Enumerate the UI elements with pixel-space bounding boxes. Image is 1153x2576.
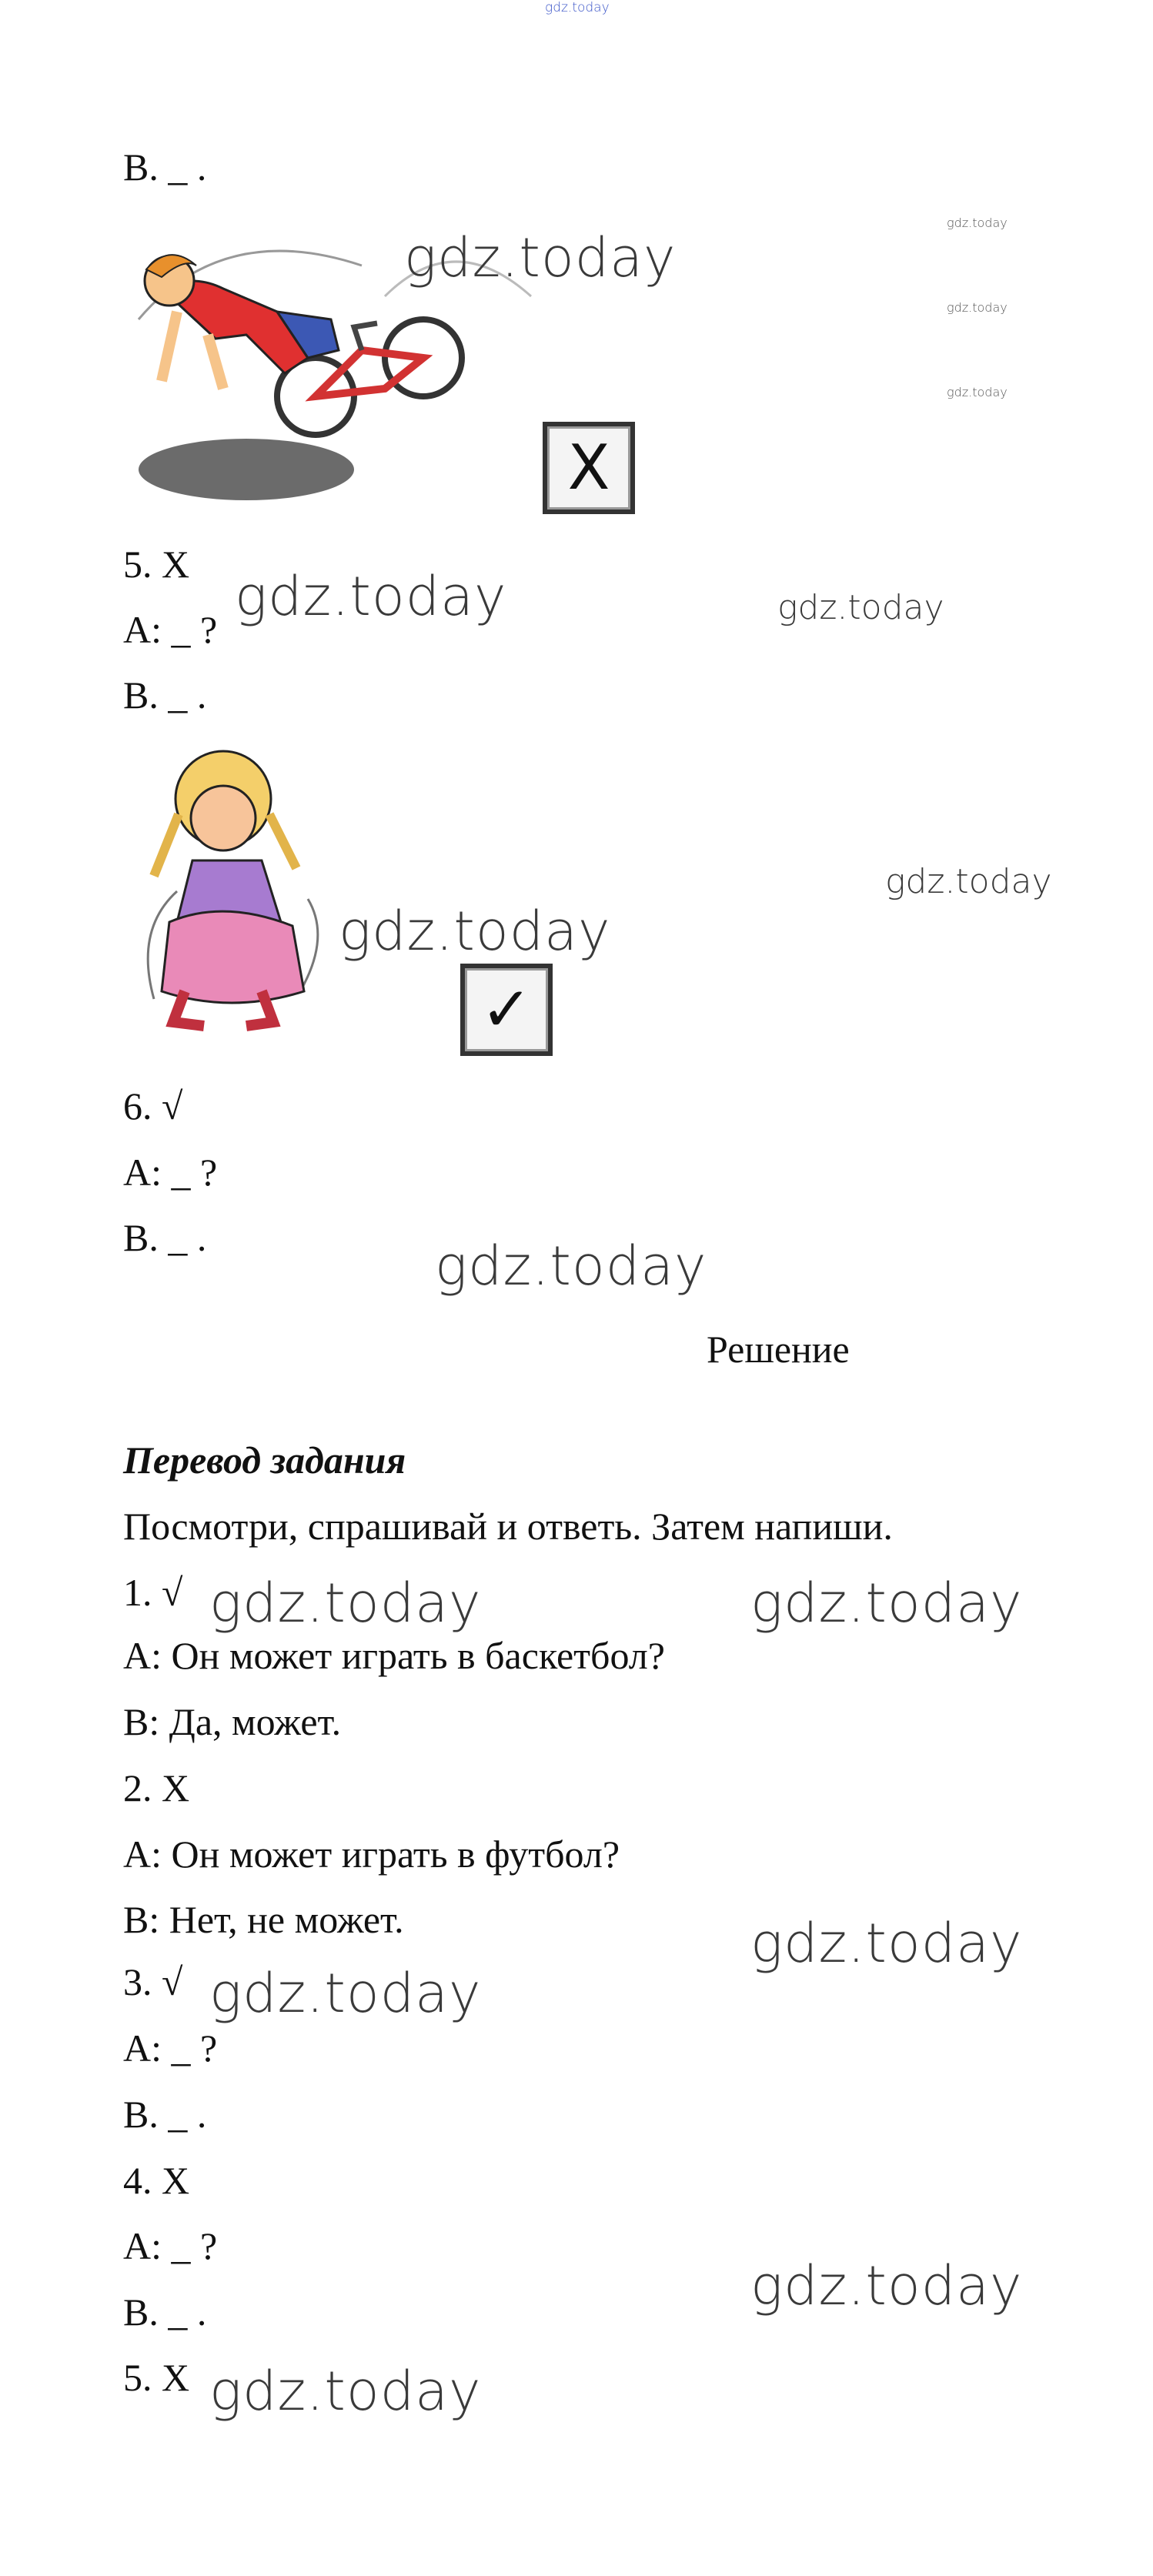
translation-item-1-num: 1. √ xyxy=(123,1571,183,1614)
watermark: gdz.today xyxy=(750,2254,1023,2317)
watermark: gdz.today xyxy=(209,1962,482,2025)
watermark: gdz.today xyxy=(339,900,611,963)
translation-item-4-num: 4. X xyxy=(123,2159,190,2202)
watermark: gdz.today xyxy=(435,1235,707,1298)
watermark: gdz.today xyxy=(947,385,1008,399)
line-n6: 6. √ xyxy=(123,1084,183,1128)
line-n5: 5. X xyxy=(123,543,190,586)
translation-item-2-num: 2. X xyxy=(123,1766,190,1809)
watermark: gdz.today xyxy=(209,1572,482,1635)
translation-item-3-b: B. _ . xyxy=(123,2093,207,2136)
watermark: gdz.today xyxy=(947,216,1008,230)
watermark: gdz.today xyxy=(750,1912,1023,1975)
watermark-top: gdz.today xyxy=(545,0,610,15)
translation-item-1-a: A: Он может играть в баскетбол? xyxy=(123,1634,665,1677)
translation-item-2-b: B: Нет, не может. xyxy=(123,1898,404,1941)
translation-instruction: Посмотри, спрашивай и ответь. Затем напиши. xyxy=(123,1505,893,1548)
watermark: gdz.today xyxy=(777,588,944,627)
line-b4: B. _ . xyxy=(123,145,207,189)
translation-item-3-num: 3. √ xyxy=(123,1960,183,2003)
watermark: gdz.today xyxy=(235,565,507,628)
line-b5: B. _ . xyxy=(123,673,207,717)
solution-heading: Решение xyxy=(707,1328,850,1371)
translation-item-2-a: A: Он может играть в футбол? xyxy=(123,1833,620,1876)
watermark: gdz.today xyxy=(750,1572,1023,1635)
translation-item-1-b: B: Да, может. xyxy=(123,1700,342,1743)
line-a6: A: _ ? xyxy=(123,1151,218,1194)
watermark: gdz.today xyxy=(404,226,677,289)
translation-item-4-b: B. _ . xyxy=(123,2290,207,2334)
watermark: gdz.today xyxy=(209,2360,482,2423)
girl-jumping-rope-illustration xyxy=(131,745,339,1037)
translation-item-4-a: A: _ ? xyxy=(123,2224,218,2267)
line-a5: A: _ ? xyxy=(123,608,218,651)
watermark: gdz.today xyxy=(885,862,1052,901)
translation-item-3-a: A: _ ? xyxy=(123,2026,218,2070)
cross-checkbox-icon: X xyxy=(543,422,635,514)
line-b6: B. _ . xyxy=(123,1216,207,1259)
check-checkbox-icon: ✓ xyxy=(460,964,553,1056)
translation-item-5-num: 5. X xyxy=(123,2356,190,2399)
watermark: gdz.today xyxy=(947,300,1008,315)
translation-heading: Перевод задания xyxy=(123,1438,406,1482)
